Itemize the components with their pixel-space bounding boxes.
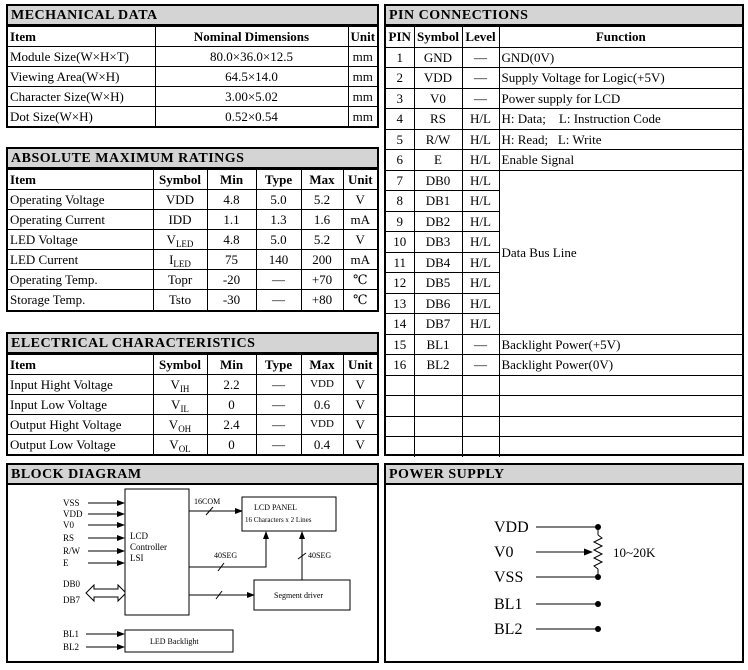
col-header: Item xyxy=(8,355,153,375)
mech-value: 3.00×5.02 xyxy=(155,87,348,107)
power-supply-panel xyxy=(384,463,744,663)
pin-number: 2 xyxy=(386,68,414,89)
empty-cell xyxy=(499,375,742,396)
rating-unit: ℃ xyxy=(343,270,377,290)
pin-level: — xyxy=(462,355,499,376)
empty-cell xyxy=(462,437,499,458)
rating-type: — xyxy=(256,270,301,290)
pin-function: Backlight Power(0V) xyxy=(499,355,742,376)
elec-unit: V xyxy=(343,395,377,415)
pin-level: H/L xyxy=(462,109,499,130)
col-header: Level xyxy=(462,27,499,48)
empty-cell xyxy=(462,375,499,396)
mech-item: Viewing Area(W×H) xyxy=(8,67,155,87)
pin-connections-panel xyxy=(384,4,744,456)
input-label-rw: R/W xyxy=(63,546,80,556)
pin-function: Backlight Power(+5V) xyxy=(499,334,742,355)
pin-number: 10 xyxy=(386,232,414,253)
input-label-v0: V0 xyxy=(63,520,74,530)
rating-type: 5.0 xyxy=(256,190,301,210)
segment-driver-label: Segment driver xyxy=(274,591,324,600)
pin-level: — xyxy=(462,334,499,355)
mech-unit: mm xyxy=(348,67,377,87)
empty-cell xyxy=(414,396,462,417)
empty-cell xyxy=(499,437,742,458)
pin-number: 4 xyxy=(386,109,414,130)
pin-number: 5 xyxy=(386,129,414,150)
mechanical-data-title: MECHANICAL DATA xyxy=(8,6,377,26)
input-label-db7: DB7 xyxy=(63,595,81,605)
col-header: Min xyxy=(207,170,256,190)
mechanical-data-panel xyxy=(6,4,379,128)
rating-type: — xyxy=(256,290,301,310)
elec-symbol: $V_{IH}$ xyxy=(153,375,207,395)
pin-number: 3 xyxy=(386,88,414,109)
controller-label: Controller xyxy=(130,542,167,552)
rating-item: Storage Temp. xyxy=(8,290,153,310)
controller-label: LSI xyxy=(130,553,144,563)
seg-label-a: 40SEG xyxy=(214,551,238,560)
absolute-max-ratings-table xyxy=(8,169,377,310)
pin-function: Supply Voltage for Logic(+5V) xyxy=(499,68,742,89)
rating-item: Operating Voltage xyxy=(8,190,153,210)
mech-value: 0.52×0.54 xyxy=(155,107,348,127)
pin-symbol: DB3 xyxy=(414,232,462,253)
rating-type: 140 xyxy=(256,250,301,270)
rating-max: 5.2 xyxy=(301,230,343,250)
pin-connections-table xyxy=(386,26,742,457)
rating-unit: mA xyxy=(343,210,377,230)
block-diagram-title: BLOCK DIAGRAM xyxy=(8,465,377,485)
rating-unit: V xyxy=(343,230,377,250)
elec-max: VDD xyxy=(301,415,343,435)
mech-item: Module Size(W×H×T) xyxy=(8,47,155,67)
seg-arrow-controller xyxy=(189,532,266,567)
controller-label: LCD xyxy=(130,531,148,541)
pin-number: 6 xyxy=(386,150,414,171)
col-header: Max xyxy=(301,355,343,375)
pin-symbol: DB1 xyxy=(414,191,462,212)
pin-symbol: GND xyxy=(414,47,462,68)
elec-unit: V xyxy=(343,435,377,455)
empty-cell xyxy=(462,396,499,417)
pin-level: — xyxy=(462,47,499,68)
elec-max: 0.4 xyxy=(301,435,343,455)
rating-symbol: $V_{LED}$ xyxy=(153,230,207,250)
pin-symbol: DB4 xyxy=(414,252,462,273)
pin-symbol: R/W xyxy=(414,129,462,150)
rating-max: 200 xyxy=(301,250,343,270)
pin-level: H/L xyxy=(462,314,499,335)
pin-symbol: BL2 xyxy=(414,355,462,376)
empty-cell xyxy=(386,375,414,396)
pin-symbol: DB6 xyxy=(414,293,462,314)
pin-connections-title: PIN CONNECTIONS xyxy=(386,6,742,26)
mech-value: 64.5×14.0 xyxy=(155,67,348,87)
terminal-dot xyxy=(595,601,601,607)
pin-level: H/L xyxy=(462,273,499,294)
empty-cell xyxy=(386,416,414,437)
rating-min: 75 xyxy=(207,250,256,270)
block-diagram-panel xyxy=(6,463,379,663)
rating-item: Operating Temp. xyxy=(8,270,153,290)
pin-number: 8 xyxy=(386,191,414,212)
col-header: Unit xyxy=(343,170,377,190)
rating-unit: ℃ xyxy=(343,290,377,310)
elec-type: — xyxy=(256,435,301,455)
pin-function: GND(0V) xyxy=(499,47,742,68)
pin-symbol: VDD xyxy=(414,68,462,89)
rating-symbol: Tsto xyxy=(153,290,207,310)
mech-unit: mm xyxy=(348,87,377,107)
elec-item: Output Hight Voltage xyxy=(8,415,153,435)
pin-number: 9 xyxy=(386,211,414,232)
pin-number: 1 xyxy=(386,47,414,68)
elec-symbol: $V_{OL}$ xyxy=(153,435,207,455)
bl2-label: BL2 xyxy=(63,642,80,652)
elec-max: 0.6 xyxy=(301,395,343,415)
pin-level: — xyxy=(462,68,499,89)
elec-min: 0 xyxy=(207,395,256,415)
com-label: 16COM xyxy=(194,497,221,506)
input-label-db0: DB0 xyxy=(63,579,81,589)
elec-symbol: $V_{OH}$ xyxy=(153,415,207,435)
pin-number: 15 xyxy=(386,334,414,355)
rating-item: Operating Current xyxy=(8,210,153,230)
pin-number: 11 xyxy=(386,252,414,273)
col-header: Min xyxy=(207,355,256,375)
pin-level: H/L xyxy=(462,170,499,191)
terminal-dot xyxy=(595,524,601,530)
elec-min: 2.4 xyxy=(207,415,256,435)
pin-level: H/L xyxy=(462,293,499,314)
pin-symbol: DB5 xyxy=(414,273,462,294)
rating-max: 5.2 xyxy=(301,190,343,210)
led-backlight-label: LED Backlight xyxy=(150,637,199,646)
rating-symbol: $I_{LED}$ xyxy=(153,250,207,270)
rating-item: LED Voltage xyxy=(8,230,153,250)
elec-type: — xyxy=(256,415,301,435)
power-supply-diagram xyxy=(386,485,742,661)
electrical-characteristics-panel xyxy=(6,332,379,456)
terminal-dot xyxy=(595,574,601,580)
rating-type: 1.3 xyxy=(256,210,301,230)
rating-type: 5.0 xyxy=(256,230,301,250)
lcd-controller-box xyxy=(125,489,189,615)
pin-level: H/L xyxy=(462,211,499,232)
electrical-characteristics-table xyxy=(8,354,377,455)
absolute-max-ratings-panel xyxy=(6,147,379,312)
input-label-rs: RS xyxy=(63,533,75,543)
elec-max: VDD xyxy=(301,375,343,395)
col-header: Type xyxy=(256,170,301,190)
pin-number: 13 xyxy=(386,293,414,314)
input-label-vdd: VDD xyxy=(63,509,83,519)
pin-level: H/L xyxy=(462,150,499,171)
elec-unit: V xyxy=(343,375,377,395)
mech-unit: mm xyxy=(348,107,377,127)
empty-cell xyxy=(414,416,462,437)
elec-symbol: $V_{IL}$ xyxy=(153,395,207,415)
pin-function: H: Data; L: Instruction Code xyxy=(499,109,742,130)
power-label-vss: VSS xyxy=(494,569,524,586)
col-header: Function xyxy=(499,27,742,48)
pin-function: Enable Signal xyxy=(499,150,742,171)
col-header: Type xyxy=(256,355,301,375)
mech-value: 80.0×36.0×12.5 xyxy=(155,47,348,67)
rating-symbol: IDD xyxy=(153,210,207,230)
input-label-e: E xyxy=(63,558,69,568)
rating-unit: V xyxy=(343,190,377,210)
rating-min: 1.1 xyxy=(207,210,256,230)
terminal-dot xyxy=(595,626,601,632)
rating-max: +70 xyxy=(301,270,343,290)
pin-symbol: DB0 xyxy=(414,170,462,191)
mechanical-data-table xyxy=(8,26,377,127)
rating-unit: mA xyxy=(343,250,377,270)
seg-label-b: 40SEG xyxy=(308,551,332,560)
resistor-value: 10~20K xyxy=(613,545,656,560)
pin-level: H/L xyxy=(462,232,499,253)
elec-min: 0 xyxy=(207,435,256,455)
rating-min: -20 xyxy=(207,270,256,290)
pin-symbol: DB2 xyxy=(414,211,462,232)
pin-symbol: V0 xyxy=(414,88,462,109)
absolute-max-ratings-title: ABSOLUTE MAXIMUM RATINGS xyxy=(8,149,377,169)
pin-level: H/L xyxy=(462,191,499,212)
col-header: Unit xyxy=(348,27,377,47)
lcd-panel-title: LCD PANEL xyxy=(254,503,298,512)
rating-min: -30 xyxy=(207,290,256,310)
potentiometer-resistor xyxy=(594,535,602,569)
empty-cell xyxy=(414,437,462,458)
pin-symbol: RS xyxy=(414,109,462,130)
pin-level: H/L xyxy=(462,129,499,150)
rating-min: 4.8 xyxy=(207,190,256,210)
col-header: Symbol xyxy=(153,170,207,190)
power-label-bl2: BL2 xyxy=(494,621,523,638)
elec-item: Output Low Voltage xyxy=(8,435,153,455)
pin-symbol: E xyxy=(414,150,462,171)
pin-level: H/L xyxy=(462,252,499,273)
data-bus-arrow xyxy=(86,585,126,601)
electrical-characteristics-title: ELECTRICAL CHARACTERISTICS xyxy=(8,334,377,354)
col-header: Unit xyxy=(343,355,377,375)
pin-number: 12 xyxy=(386,273,414,294)
pin-function: Power supply for LCD xyxy=(499,88,742,109)
mech-item: Character Size(W×H) xyxy=(8,87,155,107)
col-header: PIN xyxy=(386,27,414,48)
elec-item: Input Low Voltage xyxy=(8,395,153,415)
pin-function: H: Read; L: Write xyxy=(499,129,742,150)
pin-level: — xyxy=(462,88,499,109)
empty-cell xyxy=(386,396,414,417)
rating-symbol: Topr xyxy=(153,270,207,290)
power-label-vdd: VDD xyxy=(494,519,529,536)
pin-symbol: BL1 xyxy=(414,334,462,355)
pin-number: 16 xyxy=(386,355,414,376)
elec-item: Input Hight Voltage xyxy=(8,375,153,395)
col-header: Symbol xyxy=(153,355,207,375)
col-header: Item xyxy=(8,27,155,47)
col-header: Max xyxy=(301,170,343,190)
elec-type: — xyxy=(256,375,301,395)
power-supply-title: POWER SUPPLY xyxy=(386,465,742,485)
power-label-bl1: BL1 xyxy=(494,596,523,613)
rating-min: 4.8 xyxy=(207,230,256,250)
bl1-label: BL1 xyxy=(63,629,80,639)
block-diagram xyxy=(8,485,377,661)
elec-min: 2.2 xyxy=(207,375,256,395)
elec-unit: V xyxy=(343,415,377,435)
pin-symbol: DB7 xyxy=(414,314,462,335)
empty-cell xyxy=(499,396,742,417)
rating-symbol: VDD xyxy=(153,190,207,210)
pin-function-data-bus: Data Bus Line xyxy=(499,170,742,334)
mech-unit: mm xyxy=(348,47,377,67)
elec-type: — xyxy=(256,395,301,415)
col-header: Item xyxy=(8,170,153,190)
col-header: Symbol xyxy=(414,27,462,48)
pin-number: 14 xyxy=(386,314,414,335)
empty-cell xyxy=(386,437,414,458)
rating-item: LED Current xyxy=(8,250,153,270)
pin-number: 7 xyxy=(386,170,414,191)
lcd-panel-subtitle: 16 Characters x 2 Lines xyxy=(245,516,312,524)
empty-cell xyxy=(414,375,462,396)
empty-cell xyxy=(462,416,499,437)
rating-max: 1.6 xyxy=(301,210,343,230)
mech-item: Dot Size(W×H) xyxy=(8,107,155,127)
input-label-vss: VSS xyxy=(63,498,80,508)
rating-max: +80 xyxy=(301,290,343,310)
col-header: Nominal Dimensions xyxy=(155,27,348,47)
empty-cell xyxy=(499,416,742,437)
power-label-v0: V0 xyxy=(494,544,514,561)
